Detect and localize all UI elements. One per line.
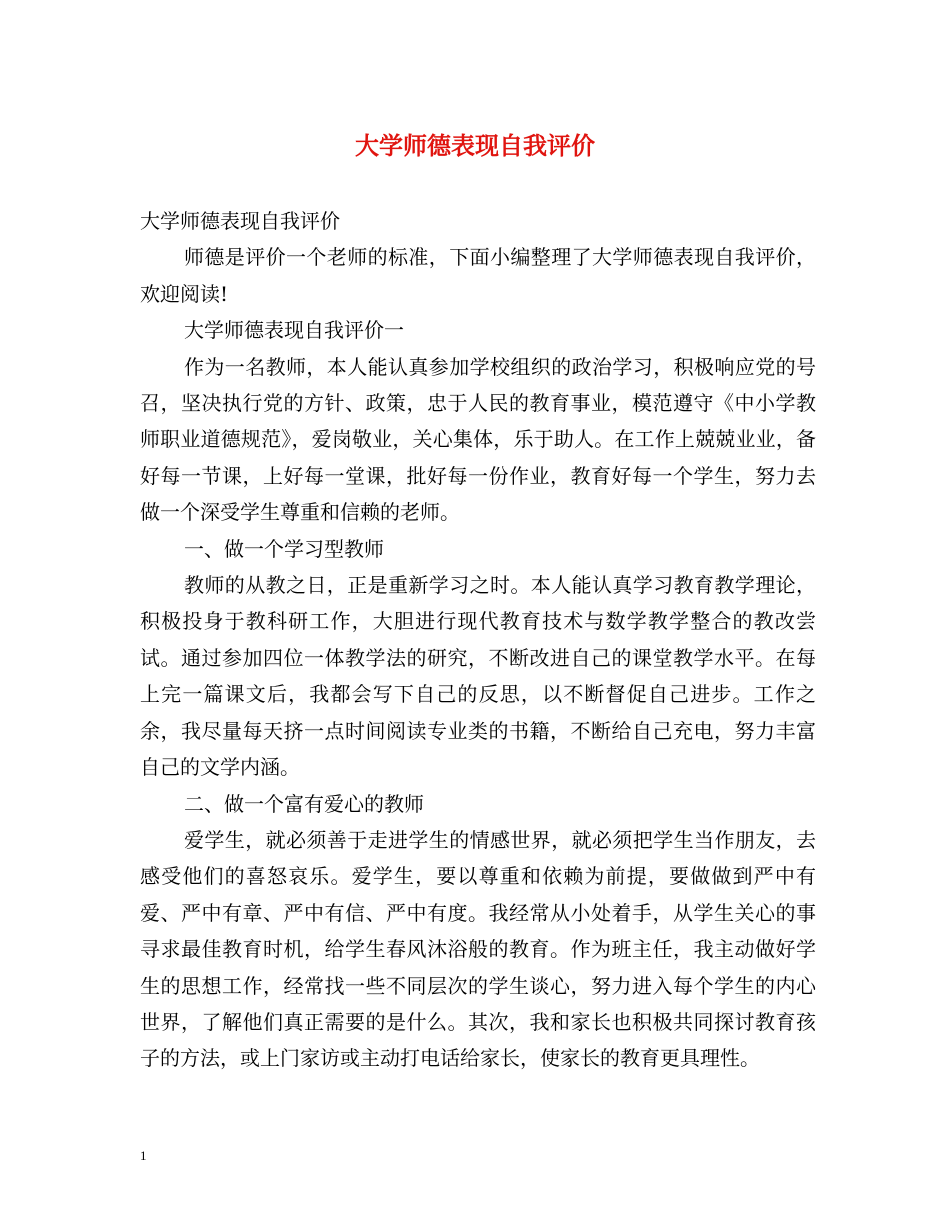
page-number: 1 xyxy=(140,1148,147,1163)
intro-paragraph: 师德是评价一个老师的标准，下面小编整理了大学师德表现自我评价，欢迎阅读! xyxy=(140,245,816,306)
subtitle-paragraph: 大学师德表现自我评价 xyxy=(140,209,340,233)
document-body xyxy=(140,203,816,1077)
section-heading: 二、做一个富有爱心的教师 xyxy=(184,791,424,816)
body-paragraph: 作为一名教师，本人能认真参加学校组织的政治学习，积极响应党的号召，坚决执行党的方针、政策，忠于人民的教育事业，模范遵守《中小学教师职业道德规范》，爱岗敬业，关心集体，乐于助人。在工作上兢兢业业，备好每一节课，上好每一堂课，批好每一份作业，教育好每一个学生，努力去做一个深受学生尊重和信赖的老师。 xyxy=(140,354,816,525)
section-heading: 大学师德表现自我评价一 xyxy=(184,318,404,343)
document-title: 大学师德表现自我评价 xyxy=(355,131,595,160)
section-heading: 一、做一个学习型教师 xyxy=(184,536,384,561)
body-paragraph: 爱学生，就必须善于走进学生的情感世界，就必须把学生当作朋友，去感受他们的喜怒哀乐。爱学生，要以尊重和依赖为前提，要做做到严中有爱、严中有章、严中有信、严中有度。我经常从小处着手，从学生关心的事寻求最佳教育时机，给学生春风沐浴般的教育。作为班主任，我主动做好学生的思想工作，经常找一些不同层次的学生谈心，努力进入每个学生的内心世界，了解他们真正需要的是什么。其次，我和家长也积极共同探讨教育孩子的方法，或上门家访或主动打电话给家长，使家长的教育更具理性。 xyxy=(140,827,816,1071)
body-paragraph: 教师的从教之日，正是重新学习之时。本人能认真学习教育教学理论，积极投身于教科研工作，大胆进行现代教育技术与数学教学整合的教改尝试。通过参加四位一体教学法的研究，不断改进自己的课堂教学水平。在每上完一篇课文后，我都会写下自己的反思，以不断督促自己进步。工作之余，我尽量每天挤一点时间阅读专业类的书籍，不断给自己充电，努力丰富自己的文学内涵。 xyxy=(140,573,816,780)
